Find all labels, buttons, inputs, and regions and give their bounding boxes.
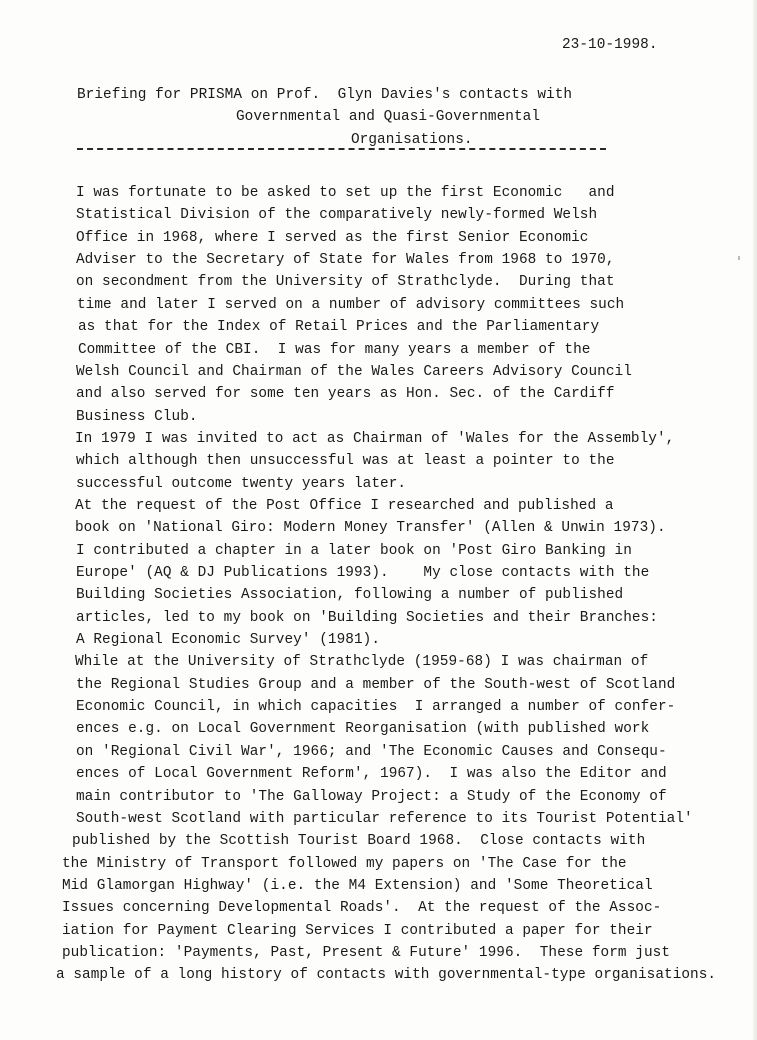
paper-speck: [738, 256, 740, 260]
body-line: and also served for some ten years as Hon. Sec. of the Cardiff: [76, 386, 615, 403]
body-line: Europe' (AQ & DJ Publications 1993). My close contacts with the: [76, 565, 650, 581]
title-line: Briefing for PRISMA on Prof. Glyn Davies's contacts with: [77, 87, 573, 103]
body-line: iation for Payment Clearing Services I contributed a paper for their: [62, 922, 653, 939]
body-line: on secondment from the University of Strathclyde. During that: [76, 274, 615, 291]
body-line: articles, led to my book on 'Building Societies and their Branches:: [76, 609, 658, 626]
body-line: successful outcome twenty years later.: [76, 475, 407, 492]
body-line: on 'Regional Civil War', 1966; and 'The Economic Causes and Consequ-: [76, 743, 667, 760]
body-line: While at the University of Strathclyde (1959-68) I was chairman of: [75, 654, 649, 671]
body-line: as that for the Index of Retail Prices and the Parliamentary: [78, 319, 600, 336]
body-line: which although then unsuccessful was at least a pointer to the: [76, 453, 615, 470]
body-line: main contributor to 'The Galloway Project: a Study of the Economy of: [76, 788, 667, 805]
document-date: 23-10-1998.: [562, 37, 658, 53]
body-line: a sample of a long history of contacts with governmental-type organisations.: [56, 967, 717, 984]
title-line: Governmental and Quasi-Governmental: [236, 109, 541, 125]
title-underline-divider: [77, 148, 606, 150]
body-line: Mid Glamorgan Highway' (i.e. the M4 Extension) and 'Some Theoretical: [62, 877, 653, 894]
body-line: Welsh Council and Chairman of the Wales Careers Advisory Council: [76, 363, 632, 380]
body-line: Office in 1968, where I served as the first Senior Economic: [76, 229, 589, 246]
body-line: Economic Council, in which capacities I arranged a number of confer-: [76, 699, 676, 716]
body-line: South-west Scotland with particular reference to its Tourist Potential': [76, 810, 693, 827]
body-line: Issues concerning Developmental Roads'. At the request of the Assoc-: [62, 900, 662, 917]
body-line: the Ministry of Transport followed my papers on 'The Case for the: [62, 855, 627, 872]
page-edge-shadow: [753, 0, 757, 1040]
body-line: Building Societies Association, following a number of published: [76, 587, 624, 604]
body-line: publication: 'Payments, Past, Present & Future' 1996. These form just: [62, 944, 671, 961]
title-line: Organisations.: [351, 132, 473, 148]
body-line: A Regional Economic Survey' (1981).: [76, 632, 381, 648]
body-line: In 1979 I was invited to act as Chairman of 'Wales for the Assembly',: [75, 430, 675, 447]
body-line: time and later I served on a number of advisory committees such: [77, 296, 625, 313]
body-line: Business Club.: [76, 408, 198, 425]
body-line: book on 'National Giro: Modern Money Transfer' (Allen & Unwin 1973).: [75, 520, 666, 537]
body-line: Committee of the CBI. I was for many years a member of the: [78, 341, 591, 358]
body-line: Statistical Division of the comparatively newly-formed Welsh: [76, 207, 598, 224]
body-line: At the request of the Post Office I researched and published a: [75, 497, 614, 514]
body-line: Adviser to the Secretary of State for Wales from 1968 to 1970,: [76, 252, 615, 269]
body-line: I was fortunate to be asked to set up the first Economic and: [76, 185, 615, 201]
body-line: the Regional Studies Group and a member of the South-west of Scotland: [76, 676, 676, 693]
body-line: ences of Local Government Reform', 1967). I was also the Editor and: [76, 766, 667, 783]
body-line: I contributed a chapter in a later book on 'Post Giro Banking in: [76, 542, 632, 559]
body-line: ences e.g. on Local Government Reorganisation (with published work: [76, 721, 650, 738]
body-line: published by the Scottish Tourist Board 1968. Close contacts with: [72, 833, 646, 850]
